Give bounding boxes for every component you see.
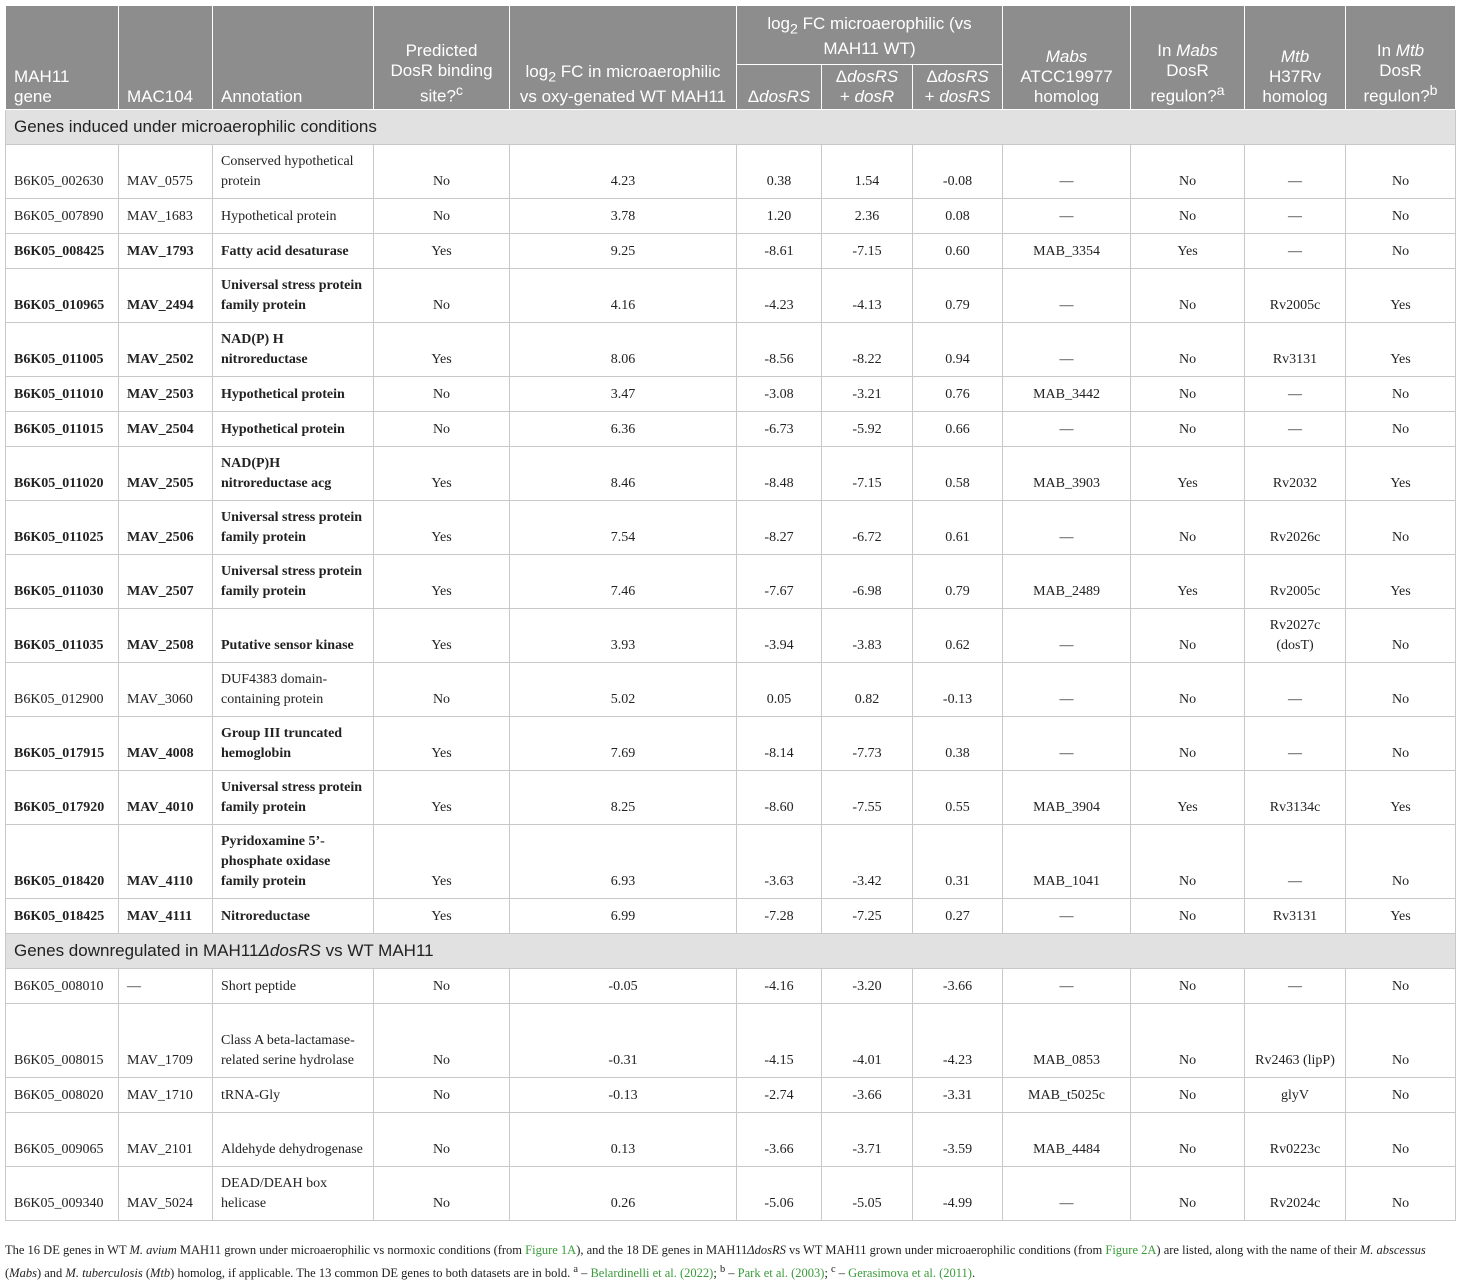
- figure-1a-link[interactable]: Figure 1A: [525, 1243, 577, 1257]
- log2fc-delta-dosrs-plus-dosrs-cell: 0.79: [913, 555, 1003, 609]
- mtb-homolog-cell: Rv2032: [1245, 447, 1346, 501]
- header-log2fc-wt: $\log_2$ FC in microaerophilic vs oxy-genated WT MAH11: [510, 6, 737, 110]
- log2fc-delta-dosrs-plus-dosrs-cell: -0.13: [913, 663, 1003, 717]
- in-mabs-regulon-cell: No: [1131, 1078, 1245, 1113]
- in-mabs-regulon-cell: Yes: [1131, 234, 1245, 269]
- in-mtb-regulon-cell: Yes: [1346, 899, 1456, 934]
- table-row: [6, 663, 1456, 717]
- mtb-homolog-cell: Rv2024c: [1245, 1167, 1346, 1221]
- mtb-homolog-cell: —: [1245, 377, 1346, 412]
- section-title: Genes downregulated in MAH11ΔdosRS vs WT MAH11: [6, 934, 1456, 969]
- mac104-id-cell: MAV_2494: [119, 269, 213, 323]
- log2fc-delta-dosrs-plus-dosrs-cell: 0.27: [913, 899, 1003, 934]
- log2fc-delta-dosrs-cell: -8.61: [737, 234, 822, 269]
- annotation-cell: tRNA-Gly: [213, 1078, 374, 1113]
- header-in-mtb-regulon: In Mtb DosR regulon?$^b$: [1346, 6, 1456, 110]
- log2fc-delta-dosrs-plus-dosrs-cell: -0.08: [913, 145, 1003, 199]
- log2fc-delta-dosrs-plus-dosrs-cell: 0.79: [913, 269, 1003, 323]
- in-mtb-regulon-cell: No: [1346, 377, 1456, 412]
- log2fc-wt-cell: 3.93: [510, 609, 737, 663]
- in-mabs-regulon-cell: No: [1131, 1004, 1245, 1078]
- gene-id-cell: B6K05_007890: [6, 199, 119, 234]
- in-mtb-regulon-cell: No: [1346, 412, 1456, 447]
- annotation-cell: Universal stress protein family protein: [213, 269, 374, 323]
- table-row: [6, 501, 1456, 555]
- log2fc-wt-cell: 4.16: [510, 269, 737, 323]
- table-row: [6, 234, 1456, 269]
- log2fc-delta-dosrs-plus-dosrs-cell: 0.58: [913, 447, 1003, 501]
- table-row: [6, 899, 1456, 934]
- mac104-id-cell: MAV_0575: [119, 145, 213, 199]
- log2fc-delta-dosrs-plus-dosr-cell: -3.21: [822, 377, 913, 412]
- park-2003-link[interactable]: Park et al. (2003): [737, 1266, 825, 1281]
- header-mah11-gene: MAH11 gene: [6, 6, 119, 110]
- log2fc-wt-cell: 6.99: [510, 899, 737, 934]
- log2fc-delta-dosrs-plus-dosrs-cell: 0.94: [913, 323, 1003, 377]
- table-row: [6, 269, 1456, 323]
- in-mtb-regulon-cell: No: [1346, 501, 1456, 555]
- predicted-binding-cell: No: [374, 1167, 510, 1221]
- mac104-id-cell: MAV_1793: [119, 234, 213, 269]
- mabs-homolog-cell: —: [1003, 663, 1131, 717]
- table-row: [6, 555, 1456, 609]
- table-row: [6, 717, 1456, 771]
- predicted-binding-cell: No: [374, 269, 510, 323]
- log2fc-wt-cell: 9.25: [510, 234, 737, 269]
- log2fc-wt-cell: 8.25: [510, 771, 737, 825]
- log2fc-wt-cell: 6.93: [510, 825, 737, 899]
- gene-id-cell: B6K05_017920: [6, 771, 119, 825]
- predicted-binding-cell: No: [374, 969, 510, 1004]
- annotation-cell: NAD(P)H nitroreductase acg: [213, 447, 374, 501]
- header-delta-dosrs-plus-dosr: ΔdosRS + dosR: [822, 65, 913, 110]
- log2fc-wt-cell: 7.54: [510, 501, 737, 555]
- mac104-id-cell: MAV_2507: [119, 555, 213, 609]
- log2fc-delta-dosrs-plus-dosr-cell: -7.73: [822, 717, 913, 771]
- mac104-id-cell: MAV_4008: [119, 717, 213, 771]
- in-mabs-regulon-cell: No: [1131, 717, 1245, 771]
- table-footnote: The 16 DE genes in WT M. avium MAH11 grown under microaerophilic vs normoxic conditions (from Figure 1A), and the 18 DE genes in MAH11ΔdosRS vs WT MAH11 grown under microaerophilic conditions (from Figure 2A) are listed, along with the name of their M. abscessus (Mabs) and M. tuberculosis (Mtb) homolog, if applicable. The 13 common DE genes to both datasets are in bold. $^a$ – Belardinelli et al. (2022); $^b$ – Park et al. (2003); $^c$ – Gerasimova et al. (2011).: [5, 1243, 1426, 1281]
- mtb-homolog-cell: Rv2463 (lipP): [1245, 1004, 1346, 1078]
- mac104-id-cell: MAV_3060: [119, 663, 213, 717]
- log2fc-wt-cell: -0.13: [510, 1078, 737, 1113]
- log2fc-delta-dosrs-cell: -4.16: [737, 969, 822, 1004]
- log2fc-delta-dosrs-cell: 1.20: [737, 199, 822, 234]
- log2fc-wt-cell: 6.36: [510, 412, 737, 447]
- annotation-cell: Nitroreductase: [213, 899, 374, 934]
- in-mabs-regulon-cell: No: [1131, 412, 1245, 447]
- mtb-homolog-cell: —: [1245, 663, 1346, 717]
- log2fc-delta-dosrs-plus-dosrs-cell: 0.76: [913, 377, 1003, 412]
- log2fc-delta-dosrs-plus-dosrs-cell: 0.62: [913, 609, 1003, 663]
- mtb-homolog-cell: Rv2027c (dosT): [1245, 609, 1346, 663]
- log2fc-delta-dosrs-cell: -8.14: [737, 717, 822, 771]
- mtb-homolog-cell: Rv2005c: [1245, 555, 1346, 609]
- log2fc-wt-cell: 5.02: [510, 663, 737, 717]
- table-row: [6, 1113, 1456, 1167]
- predicted-binding-cell: Yes: [374, 899, 510, 934]
- section-header-row: [6, 110, 1456, 145]
- log2fc-delta-dosrs-cell: -3.08: [737, 377, 822, 412]
- gene-id-cell: B6K05_008425: [6, 234, 119, 269]
- gene-id-cell: B6K05_009065: [6, 1113, 119, 1167]
- predicted-binding-cell: No: [374, 1078, 510, 1113]
- log2fc-delta-dosrs-cell: -3.63: [737, 825, 822, 899]
- table-row: [6, 323, 1456, 377]
- log2fc-wt-cell: 8.46: [510, 447, 737, 501]
- header-delta-dosrs: ΔdosRS: [737, 65, 822, 110]
- mtb-homolog-cell: Rv3131: [1245, 323, 1346, 377]
- log2fc-delta-dosrs-cell: -8.48: [737, 447, 822, 501]
- in-mabs-regulon-cell: Yes: [1131, 447, 1245, 501]
- section-header-row: [6, 934, 1456, 969]
- in-mabs-regulon-cell: No: [1131, 899, 1245, 934]
- log2fc-delta-dosrs-plus-dosr-cell: -6.98: [822, 555, 913, 609]
- predicted-binding-cell: Yes: [374, 323, 510, 377]
- log2fc-delta-dosrs-cell: -6.73: [737, 412, 822, 447]
- annotation-cell: Universal stress protein family protein: [213, 555, 374, 609]
- gene-id-cell: B6K05_010965: [6, 269, 119, 323]
- in-mtb-regulon-cell: No: [1346, 969, 1456, 1004]
- mac104-id-cell: MAV_1683: [119, 199, 213, 234]
- predicted-binding-cell: No: [374, 1004, 510, 1078]
- in-mabs-regulon-cell: No: [1131, 269, 1245, 323]
- annotation-cell: Hypothetical protein: [213, 199, 374, 234]
- header-mtb-homolog: Mtb H37Rv homolog: [1245, 6, 1346, 110]
- mac104-id-cell: MAV_1710: [119, 1078, 213, 1113]
- in-mabs-regulon-cell: No: [1131, 323, 1245, 377]
- table-container: [5, 5, 1455, 1221]
- mac104-id-cell: MAV_2502: [119, 323, 213, 377]
- mabs-homolog-cell: MAB_4484: [1003, 1113, 1131, 1167]
- mabs-homolog-cell: —: [1003, 412, 1131, 447]
- log2fc-delta-dosrs-cell: -8.60: [737, 771, 822, 825]
- table-row: [6, 1078, 1456, 1113]
- gene-id-cell: B6K05_011015: [6, 412, 119, 447]
- log2fc-delta-dosrs-plus-dosrs-cell: 0.61: [913, 501, 1003, 555]
- log2fc-delta-dosrs-plus-dosr-cell: -5.05: [822, 1167, 913, 1221]
- mabs-homolog-cell: —: [1003, 899, 1131, 934]
- annotation-cell: DEAD/DEAH box helicase: [213, 1167, 374, 1221]
- in-mtb-regulon-cell: Yes: [1346, 771, 1456, 825]
- predicted-binding-cell: Yes: [374, 771, 510, 825]
- predicted-binding-cell: No: [374, 377, 510, 412]
- gene-id-cell: B6K05_011020: [6, 447, 119, 501]
- header-predicted-dosr: Predicted DosR binding site?$^c$: [374, 6, 510, 110]
- log2fc-delta-dosrs-plus-dosrs-cell: -3.59: [913, 1113, 1003, 1167]
- in-mtb-regulon-cell: Yes: [1346, 555, 1456, 609]
- log2fc-delta-dosrs-cell: 0.05: [737, 663, 822, 717]
- log2fc-delta-dosrs-cell: -4.15: [737, 1004, 822, 1078]
- header-mac104: MAC104: [119, 6, 213, 110]
- in-mabs-regulon-cell: No: [1131, 825, 1245, 899]
- annotation-cell: Aldehyde dehydrogenase: [213, 1113, 374, 1167]
- in-mabs-regulon-cell: No: [1131, 663, 1245, 717]
- gene-id-cell: B6K05_018425: [6, 899, 119, 934]
- mabs-homolog-cell: —: [1003, 199, 1131, 234]
- table-row: [6, 969, 1456, 1004]
- mac104-id-cell: MAV_2101: [119, 1113, 213, 1167]
- in-mtb-regulon-cell: No: [1346, 234, 1456, 269]
- log2fc-delta-dosrs-plus-dosr-cell: 0.82: [822, 663, 913, 717]
- mac104-id-cell: MAV_4110: [119, 825, 213, 899]
- mtb-homolog-cell: —: [1245, 412, 1346, 447]
- in-mabs-regulon-cell: No: [1131, 1113, 1245, 1167]
- log2fc-delta-dosrs-cell: -7.67: [737, 555, 822, 609]
- log2fc-delta-dosrs-plus-dosrs-cell: 0.08: [913, 199, 1003, 234]
- log2fc-delta-dosrs-plus-dosr-cell: -4.13: [822, 269, 913, 323]
- gene-id-cell: B6K05_009340: [6, 1167, 119, 1221]
- table-row: [6, 1004, 1456, 1078]
- in-mabs-regulon-cell: No: [1131, 1167, 1245, 1221]
- log2fc-delta-dosrs-plus-dosr-cell: -3.20: [822, 969, 913, 1004]
- log2fc-delta-dosrs-plus-dosr-cell: -3.42: [822, 825, 913, 899]
- log2fc-delta-dosrs-plus-dosrs-cell: -3.31: [913, 1078, 1003, 1113]
- log2fc-delta-dosrs-cell: -8.56: [737, 323, 822, 377]
- predicted-binding-cell: Yes: [374, 234, 510, 269]
- log2fc-delta-dosrs-plus-dosr-cell: 1.54: [822, 145, 913, 199]
- mabs-homolog-cell: MAB_t5025c: [1003, 1078, 1131, 1113]
- table-row: [6, 447, 1456, 501]
- header-delta-dosrs-plus-dosrs: ΔdosRS + dosRS: [913, 65, 1003, 110]
- log2fc-delta-dosrs-plus-dosr-cell: -8.22: [822, 323, 913, 377]
- mac104-id-cell: MAV_2503: [119, 377, 213, 412]
- annotation-cell: Hypothetical protein: [213, 377, 374, 412]
- gerasimova-2011-link[interactable]: Gerasimova et al. (2011): [848, 1266, 972, 1281]
- log2fc-wt-cell: 3.78: [510, 199, 737, 234]
- header-mabs-homolog: Mabs ATCC19977 homolog: [1003, 6, 1131, 110]
- predicted-binding-cell: No: [374, 412, 510, 447]
- mtb-homolog-cell: Rv3134c: [1245, 771, 1346, 825]
- annotation-cell: Universal stress protein family protein: [213, 771, 374, 825]
- log2fc-delta-dosrs-cell: -2.74: [737, 1078, 822, 1113]
- mabs-homolog-cell: —: [1003, 269, 1131, 323]
- log2fc-wt-cell: -0.31: [510, 1004, 737, 1078]
- mabs-homolog-cell: MAB_3903: [1003, 447, 1131, 501]
- mtb-homolog-cell: —: [1245, 199, 1346, 234]
- in-mabs-regulon-cell: Yes: [1131, 771, 1245, 825]
- mac104-id-cell: —: [119, 969, 213, 1004]
- mtb-homolog-cell: —: [1245, 145, 1346, 199]
- log2fc-delta-dosrs-cell: 0.38: [737, 145, 822, 199]
- log2fc-delta-dosrs-plus-dosr-cell: -3.71: [822, 1113, 913, 1167]
- annotation-cell: Pyridoxamine 5’-phosphate oxidase family protein: [213, 825, 374, 899]
- log2fc-wt-cell: -0.05: [510, 969, 737, 1004]
- mac104-id-cell: MAV_1709: [119, 1004, 213, 1078]
- log2fc-delta-dosrs-plus-dosr-cell: -6.72: [822, 501, 913, 555]
- section-title: Genes induced under microaerophilic conditions: [6, 110, 1456, 145]
- gene-id-cell: B6K05_008010: [6, 969, 119, 1004]
- gene-id-cell: B6K05_011005: [6, 323, 119, 377]
- table-row: [6, 199, 1456, 234]
- log2fc-delta-dosrs-cell: -8.27: [737, 501, 822, 555]
- mac104-id-cell: MAV_2506: [119, 501, 213, 555]
- table-row: [6, 145, 1456, 199]
- log2fc-delta-dosrs-cell: -7.28: [737, 899, 822, 934]
- gene-id-cell: B6K05_008015: [6, 1004, 119, 1078]
- header-log2fc-group: $\log_2$ FC microaerophilic (vs MAH11 WT): [737, 6, 1003, 65]
- annotation-cell: Fatty acid desaturase: [213, 234, 374, 269]
- in-mabs-regulon-cell: Yes: [1131, 555, 1245, 609]
- predicted-binding-cell: No: [374, 145, 510, 199]
- mac104-id-cell: MAV_5024: [119, 1167, 213, 1221]
- mabs-homolog-cell: —: [1003, 323, 1131, 377]
- annotation-cell: Universal stress protein family protein: [213, 501, 374, 555]
- mtb-homolog-cell: —: [1245, 717, 1346, 771]
- in-mabs-regulon-cell: No: [1131, 199, 1245, 234]
- in-mtb-regulon-cell: No: [1346, 825, 1456, 899]
- log2fc-delta-dosrs-plus-dosr-cell: -4.01: [822, 1004, 913, 1078]
- annotation-cell: Group III truncated hemoglobin: [213, 717, 374, 771]
- log2fc-delta-dosrs-cell: -3.66: [737, 1113, 822, 1167]
- in-mtb-regulon-cell: No: [1346, 1167, 1456, 1221]
- table-row: [6, 412, 1456, 447]
- in-mtb-regulon-cell: No: [1346, 609, 1456, 663]
- table-row: [6, 377, 1456, 412]
- mac104-id-cell: MAV_2505: [119, 447, 213, 501]
- log2fc-delta-dosrs-plus-dosr-cell: -7.15: [822, 234, 913, 269]
- mac104-id-cell: MAV_2508: [119, 609, 213, 663]
- gene-id-cell: B6K05_012900: [6, 663, 119, 717]
- gene-id-cell: B6K05_002630: [6, 145, 119, 199]
- log2fc-wt-cell: 7.46: [510, 555, 737, 609]
- log2fc-delta-dosrs-plus-dosrs-cell: 0.55: [913, 771, 1003, 825]
- data-table: [5, 5, 1456, 1221]
- in-mtb-regulon-cell: No: [1346, 717, 1456, 771]
- in-mabs-regulon-cell: No: [1131, 609, 1245, 663]
- gene-id-cell: B6K05_008020: [6, 1078, 119, 1113]
- mabs-homolog-cell: MAB_0853: [1003, 1004, 1131, 1078]
- log2fc-delta-dosrs-plus-dosr-cell: -3.83: [822, 609, 913, 663]
- mabs-homolog-cell: MAB_1041: [1003, 825, 1131, 899]
- mtb-homolog-cell: —: [1245, 825, 1346, 899]
- annotation-cell: Putative sensor kinase: [213, 609, 374, 663]
- log2fc-wt-cell: 4.23: [510, 145, 737, 199]
- gene-id-cell: B6K05_011030: [6, 555, 119, 609]
- log2fc-delta-dosrs-plus-dosrs-cell: -4.99: [913, 1167, 1003, 1221]
- predicted-binding-cell: Yes: [374, 501, 510, 555]
- log2fc-delta-dosrs-plus-dosr-cell: -3.66: [822, 1078, 913, 1113]
- mtb-homolog-cell: Rv0223c: [1245, 1113, 1346, 1167]
- gene-id-cell: B6K05_018420: [6, 825, 119, 899]
- mabs-homolog-cell: —: [1003, 717, 1131, 771]
- mtb-homolog-cell: Rv2005c: [1245, 269, 1346, 323]
- gene-id-cell: B6K05_017915: [6, 717, 119, 771]
- in-mtb-regulon-cell: No: [1346, 1113, 1456, 1167]
- in-mtb-regulon-cell: No: [1346, 663, 1456, 717]
- log2fc-wt-cell: 0.13: [510, 1113, 737, 1167]
- predicted-binding-cell: Yes: [374, 717, 510, 771]
- log2fc-delta-dosrs-plus-dosrs-cell: 0.31: [913, 825, 1003, 899]
- table-row: [6, 1167, 1456, 1221]
- log2fc-delta-dosrs-plus-dosr-cell: 2.36: [822, 199, 913, 234]
- log2fc-delta-dosrs-plus-dosr-cell: -7.55: [822, 771, 913, 825]
- log2fc-delta-dosrs-cell: -4.23: [737, 269, 822, 323]
- annotation-cell: DUF4383 domain-containing protein: [213, 663, 374, 717]
- mabs-homolog-cell: —: [1003, 501, 1131, 555]
- gene-id-cell: B6K05_011025: [6, 501, 119, 555]
- table-body: [6, 110, 1456, 1221]
- predicted-binding-cell: Yes: [374, 555, 510, 609]
- mabs-homolog-cell: —: [1003, 609, 1131, 663]
- predicted-binding-cell: No: [374, 1113, 510, 1167]
- mac104-id-cell: MAV_2504: [119, 412, 213, 447]
- mtb-homolog-cell: —: [1245, 969, 1346, 1004]
- log2fc-wt-cell: 3.47: [510, 377, 737, 412]
- predicted-binding-cell: Yes: [374, 609, 510, 663]
- log2fc-delta-dosrs-plus-dosr-cell: -7.25: [822, 899, 913, 934]
- log2fc-wt-cell: 8.06: [510, 323, 737, 377]
- annotation-cell: Class A beta-lactamase-related serine hydrolase: [213, 1004, 374, 1078]
- log2fc-delta-dosrs-plus-dosrs-cell: 0.38: [913, 717, 1003, 771]
- annotation-cell: Conserved hypothetical protein: [213, 145, 374, 199]
- mac104-id-cell: MAV_4010: [119, 771, 213, 825]
- mabs-homolog-cell: MAB_3904: [1003, 771, 1131, 825]
- mtb-homolog-cell: Rv2026c: [1245, 501, 1346, 555]
- in-mabs-regulon-cell: No: [1131, 501, 1245, 555]
- in-mtb-regulon-cell: No: [1346, 199, 1456, 234]
- annotation-cell: NAD(P) H nitroreductase: [213, 323, 374, 377]
- table-row: [6, 771, 1456, 825]
- mabs-homolog-cell: —: [1003, 145, 1131, 199]
- table-row: [6, 609, 1456, 663]
- mabs-homolog-cell: —: [1003, 1167, 1131, 1221]
- log2fc-delta-dosrs-cell: -5.06: [737, 1167, 822, 1221]
- log2fc-wt-cell: 0.26: [510, 1167, 737, 1221]
- mtb-homolog-cell: Rv3131: [1245, 899, 1346, 934]
- header-annotation: Annotation: [213, 6, 374, 110]
- figure-2a-link[interactable]: Figure 2A: [1105, 1243, 1157, 1257]
- gene-id-cell: B6K05_011035: [6, 609, 119, 663]
- predicted-binding-cell: Yes: [374, 825, 510, 899]
- table-row: [6, 825, 1456, 899]
- belardinelli-2022-link[interactable]: Belardinelli et al. (2022): [590, 1266, 714, 1281]
- in-mabs-regulon-cell: No: [1131, 969, 1245, 1004]
- in-mtb-regulon-cell: Yes: [1346, 269, 1456, 323]
- in-mtb-regulon-cell: No: [1346, 1078, 1456, 1113]
- log2fc-wt-cell: 7.69: [510, 717, 737, 771]
- log2fc-delta-dosrs-plus-dosr-cell: -7.15: [822, 447, 913, 501]
- predicted-binding-cell: No: [374, 199, 510, 234]
- in-mtb-regulon-cell: Yes: [1346, 447, 1456, 501]
- mtb-homolog-cell: —: [1245, 234, 1346, 269]
- mac104-id-cell: MAV_4111: [119, 899, 213, 934]
- header-in-mabs-regulon: In Mabs DosR regulon?$^a$: [1131, 6, 1245, 110]
- log2fc-delta-dosrs-plus-dosrs-cell: -3.66: [913, 969, 1003, 1004]
- mabs-homolog-cell: MAB_2489: [1003, 555, 1131, 609]
- log2fc-delta-dosrs-plus-dosrs-cell: -4.23: [913, 1004, 1003, 1078]
- predicted-binding-cell: No: [374, 663, 510, 717]
- log2fc-delta-dosrs-plus-dosr-cell: -5.92: [822, 412, 913, 447]
- in-mabs-regulon-cell: No: [1131, 145, 1245, 199]
- mabs-homolog-cell: MAB_3354: [1003, 234, 1131, 269]
- annotation-cell: Short peptide: [213, 969, 374, 1004]
- mtb-homolog-cell: glyV: [1245, 1078, 1346, 1113]
- in-mtb-regulon-cell: Yes: [1346, 323, 1456, 377]
- predicted-binding-cell: Yes: [374, 447, 510, 501]
- log2fc-delta-dosrs-plus-dosrs-cell: 0.60: [913, 234, 1003, 269]
- annotation-cell: Hypothetical protein: [213, 412, 374, 447]
- log2fc-delta-dosrs-cell: -3.94: [737, 609, 822, 663]
- in-mtb-regulon-cell: No: [1346, 145, 1456, 199]
- in-mabs-regulon-cell: No: [1131, 377, 1245, 412]
- mabs-homolog-cell: MAB_3442: [1003, 377, 1131, 412]
- gene-id-cell: B6K05_011010: [6, 377, 119, 412]
- log2fc-delta-dosrs-plus-dosrs-cell: 0.66: [913, 412, 1003, 447]
- in-mtb-regulon-cell: No: [1346, 1004, 1456, 1078]
- mabs-homolog-cell: —: [1003, 969, 1131, 1004]
